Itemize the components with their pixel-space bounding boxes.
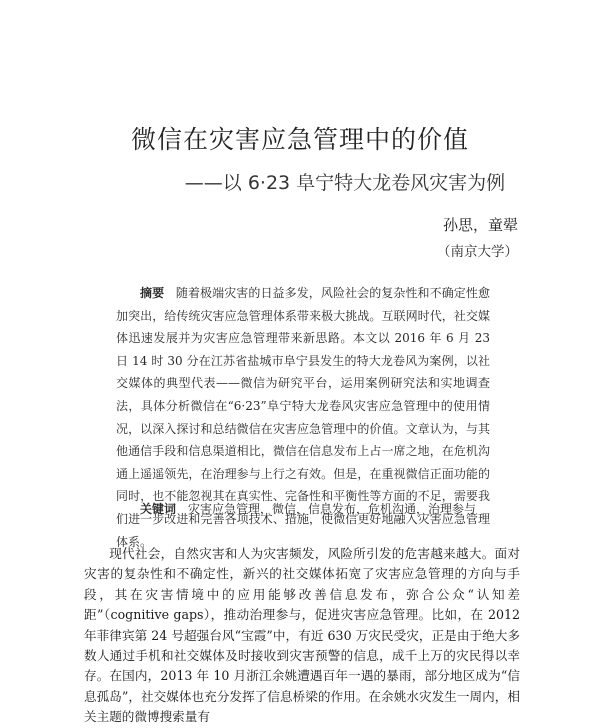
affiliation: （南京大学） [437, 244, 518, 260]
paper-title: 微信在灾害应急管理中的价值 [130, 125, 469, 154]
authors: 孙思，童翚 [442, 216, 518, 234]
keywords [140, 499, 500, 519]
abstract-text: 随着极端灾害的日益多发，风险社会的复杂性和不确定性愈加突出，给传统灾害应急管理体系带来极大挑战。互联网时代，社交媒体迅速发展并为灾害应急管理带来新思路。本文以 2016 年 6 月 23 日 14 时 30 分在江苏省盐城市阜宁县发生的特大龙卷风为案例，以社交媒体的典型代表——微信为研究平台，运用案例研究法和实地调查法，具体分析微信在“6·23”阜宁特大龙卷风灾害应急管理中的使用情况，以深入探讨和总结微信在灾害应急管理中的价值。文章认为，与其他通信手段和信息渠道相比，微信在信息发布上占一席之地，在危机沟通上遥遥领先，在治理参与上行之有效。但是，在重视微信正面功能的同时，也不能忽视其在真实性、完备性和平衡性等方面的不足，需要我们进一步改进和完善各项技术、措施，使微信更好地融入灾害应急管理体系。 [116, 286, 490, 549]
keywords-label: 关键词 [140, 502, 177, 516]
body-paragraph: 现代社会，自然灾害和人为灾害频发，风险所引发的危害越来越大。面对灾害的复杂性和不确定性，新兴的社交媒体拓宽了灾害应急管理的方向与手段，其在灾害情境中的应用能够改善信息发布，弥合公众“认知差距”（cognitive gaps），推动治理参与，促进灾害应急管理。比如，在 2012 年菲律宾第 24 号超强台风“宝霞”中，有近 630 万灾民受灾，正是由于绝大多数人通过手机和社交媒体及时接收到灾害预警的信息，成千上万的灾民得以幸存。在国内，2013 年 10 月浙江余姚遭遇百年一遇的暴雨，部分地区成为“信息孤岛”，社交媒体也充分发挥了信息桥梁的作用。在余姚水灾发生一周内，相关主题的微博搜索量有 [84, 546, 520, 725]
keywords-text: 灾害应急管理，微信，信息发布，危机沟通，治理参与 [188, 502, 477, 516]
abstract-label: 摘要 [140, 286, 165, 300]
paper-subtitle: ——以 6·23 阜宁特大龙卷风灾害为例 [184, 172, 506, 194]
